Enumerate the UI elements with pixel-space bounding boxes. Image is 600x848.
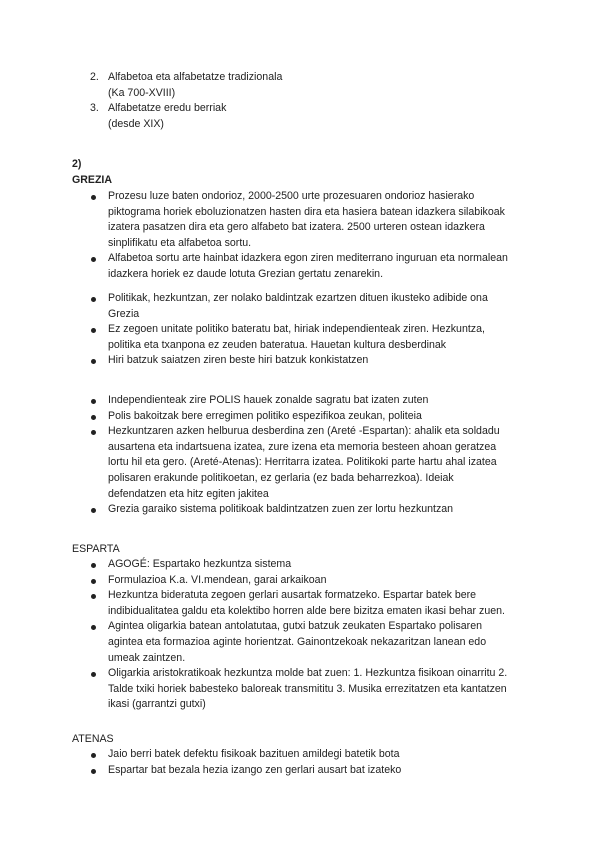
bullet-icon — [91, 399, 96, 404]
item-subtext: (desde XIX) — [108, 117, 164, 130]
bullet-icon — [91, 257, 96, 262]
numbered-item — [72, 101, 282, 132]
list-item-text: Hezkuntzaren azken helburua desberdina zen (Areté -Espartan): ahalik eta soldadu ausartena eta indartsuena izatea, zure izena eta memoria besteen ahoan geratzea lortu hil eta gero. (Areté-Atenas): Herritarra izatea. Politikoki parte hartu ahal izatea polisaren erakunde politikoetan, ez gerlaria (ez bada beharrezkoa). Ideiak defendatzen eta hitz egiten jakitea — [108, 425, 500, 500]
list-item — [72, 424, 512, 502]
list-item — [72, 502, 512, 518]
list-item-text: Hiri batzuk saiatzen ziren beste hiri batzuk konkistatzen — [108, 354, 369, 367]
section-title-atenas: ATENAS — [72, 733, 114, 745]
bullet-icon — [91, 328, 96, 333]
grezia-bullets-b — [72, 291, 512, 369]
bullet-icon — [91, 359, 96, 364]
bullet-icon — [91, 672, 96, 677]
bullet-icon — [91, 508, 96, 513]
grezia-bullets-a — [72, 189, 512, 283]
bullet-icon — [91, 625, 96, 630]
list-item — [72, 353, 512, 369]
bullet-icon — [91, 579, 96, 584]
list-item-text: Ez zegoen unitate politiko bateratu bat, hiriak independienteak ziren. Hezkuntza, politika eta txanpona ez zeuden bateratua. Hauetan kultura desberdinak — [108, 323, 485, 351]
list-item — [72, 573, 512, 589]
grezia-bullets-c — [72, 393, 512, 518]
list-item — [72, 409, 512, 425]
list-item — [72, 557, 512, 573]
list-item-text: Polis bakoitzak bere erregimen politiko espezifikoa zeukan, politeia — [108, 409, 422, 422]
list-item — [72, 588, 512, 619]
item-text: Alfabetoa eta alfabetatze tradizionala — [108, 71, 283, 83]
list-item — [72, 619, 512, 666]
esparta-bullets — [72, 557, 512, 713]
list-item-text: Agintea oligarkia batean antolatutaa, gutxi batzuk zeukaten Espartako polisaren agintea eta formazioa aginte horientzat. Gainontzekoak nekazaritzan lanean edo umeak zaintzen. — [108, 620, 487, 664]
item-number: 2. — [90, 71, 99, 83]
item-text: Alfabetatze eredu berriak — [108, 102, 227, 115]
section-title-grezia: GREZIA — [72, 174, 113, 186]
item-subtext: (Ka 700-XVIII) — [108, 86, 176, 99]
list-item-text: Prozesu luze baten ondorioz, 2000-2500 urte prozesuaren ondorioz hasierako piktograma horiek eboluzionatzen hasten dira eta hasiera batean idazkera silabikoak izatera pasatzen dira eta gero alfabeto bat izatera. 2500 urteren ostean idazkera sinplifikatu eta alfabetoa sortu. — [108, 190, 505, 249]
list-item — [72, 763, 512, 779]
bullet-icon — [91, 415, 96, 420]
list-item-text: Alfabetoa sortu arte hainbat idazkera egon ziren mediterrano inguruan eta normalean idazkera horiek ez daude lotuta Grezian gertatu zenarekin. — [108, 252, 508, 280]
list-item-text: AGOGÉ: Espartako hezkuntza sistema — [108, 558, 292, 570]
list-item — [72, 251, 512, 282]
numbered-item — [72, 70, 282, 101]
list-item — [72, 291, 512, 322]
list-item — [72, 747, 512, 763]
bullet-icon — [91, 297, 96, 302]
list-item-text: Espartar bat bezala hezia izango zen gerlari ausart bat izateko — [108, 763, 402, 776]
atenas-bullets — [72, 747, 512, 778]
section-title-esparta: ESPARTA — [72, 543, 120, 555]
bullet-icon — [91, 769, 96, 774]
numbered-list — [72, 70, 282, 132]
list-item-text: Grezia garaiko sistema politikoak baldintzatzen zuen zer lortu hezkuntzan — [108, 503, 454, 516]
list-item-text: Oligarkia aristokratikoak hezkuntza molde bat zuen: 1. Hezkuntza fisikoan oinarritu 2. Talde txiki horiek babesteko baloreak transmititu 3. Musika errezitatzen eta kantatzen ikasi (garrantzi gutxi) — [108, 667, 508, 711]
list-item-text: Hezkuntza bideratuta zegoen gerlari ausartak formatzeko. Espartar batek bere indibidualitatea galdu eta kolektibo horren alde bere bizitza ematen ikasi behar zuen. — [108, 589, 505, 617]
bullet-icon — [91, 195, 96, 200]
list-item — [72, 666, 512, 713]
list-item-text: Jaio berri batek defektu fisikoak bazituen amildegi batetik bota — [108, 748, 400, 760]
bullet-icon — [91, 430, 96, 435]
item-number: 3. — [90, 102, 99, 115]
list-item-text: Independienteak zire POLIS hauek zonalde sagratu bat izaten zuten — [108, 394, 429, 406]
list-item — [72, 189, 512, 251]
list-item-text: Politikak, hezkuntzan, zer nolako baldintzak ezartzen dituen ikusteko adibide ona Grezia — [108, 292, 488, 320]
list-item — [72, 322, 512, 353]
list-item — [72, 393, 512, 409]
bullet-icon — [91, 594, 96, 599]
list-item-text: Formulazioa K.a. VI.mendean, garai arkaikoan — [108, 573, 327, 586]
bullet-icon — [91, 753, 96, 758]
section-number: 2) — [72, 158, 82, 170]
bullet-icon — [91, 563, 96, 568]
